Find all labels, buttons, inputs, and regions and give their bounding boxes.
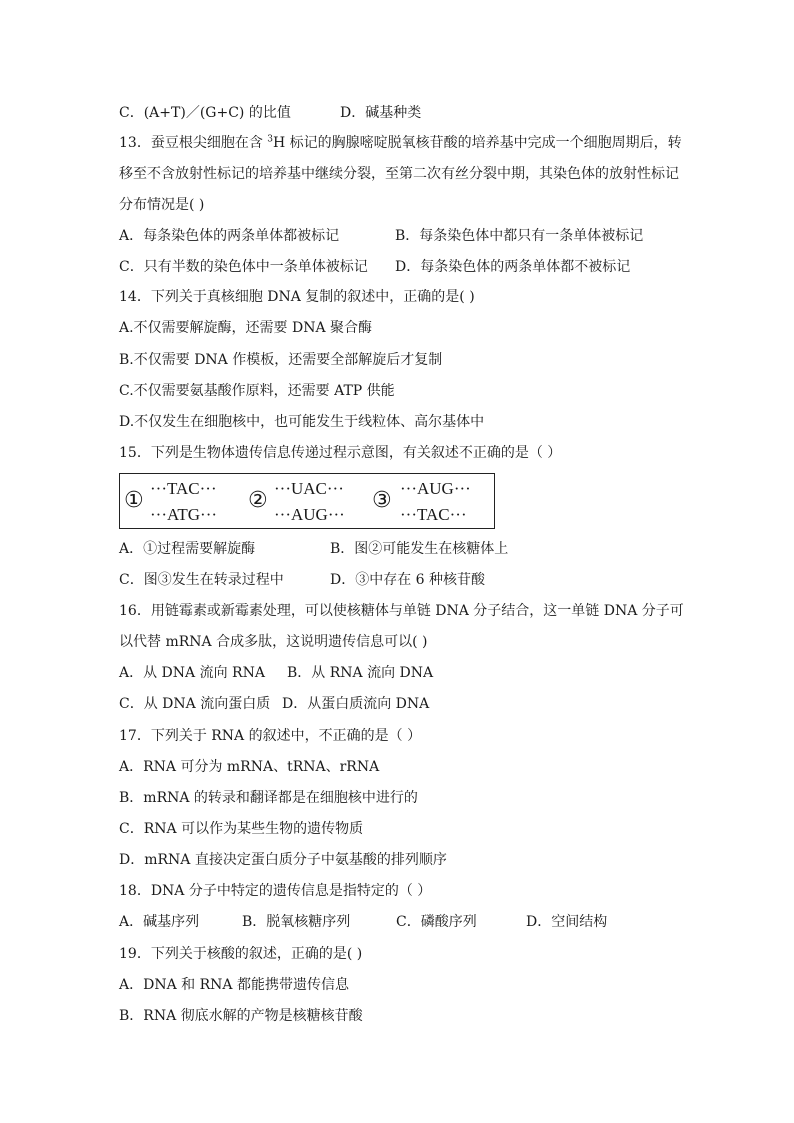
- figure-marker-1: ①: [124, 488, 144, 513]
- q18-stem: 18．DNA 分子中特定的遗传信息是指特定的（ ）: [119, 883, 432, 899]
- q19-option-a: A．DNA 和 RNA 都能携带遗传信息: [119, 977, 349, 993]
- q16-option-b: B．从 RNA 流向 DNA: [287, 665, 434, 681]
- q18-option-d: D．空间结构: [526, 914, 608, 930]
- sequence-1-bottom: ···ATG···: [150, 505, 218, 524]
- sequence-2-bottom: ···AUG···: [274, 505, 345, 524]
- q16-stem-line2: 以代替 mRNA 合成多肽，这说明遗传信息可以( ): [119, 634, 428, 650]
- sequence-3-bottom: ···TAC···: [400, 505, 467, 524]
- q18-option-b: B．脱氧核糖序列: [242, 914, 351, 930]
- q15-stem: 15．下列是生物体遗传信息传递过程示意图，有关叙述不正确的是（ ）: [119, 445, 562, 461]
- sequence-2-top: ···UAC···: [274, 479, 344, 498]
- q13-stem-line1: 13．蚕豆根尖细胞在含 $^3$H 标记的胸腺嘧啶脱氧核苷酸的培养基中完成一个细胞周期后，转: [119, 134, 682, 151]
- q13-option-c: C．只有半数的染色体中一条单体被标记: [119, 259, 368, 275]
- q12-option-c: C．(A+T)／(G+C) 的比值: [119, 105, 291, 121]
- q13-option-b: B．每条染色体中都只有一条单体被标记: [395, 228, 644, 244]
- q12-option-d: D．碱基种类: [340, 105, 422, 121]
- q14-option-b: B.不仅需要 DNA 作模板，还需要全部解旋后才复制: [119, 352, 443, 368]
- q18-option-c: C．磷酸序列: [396, 914, 477, 930]
- q15-sequence-figure: [119, 473, 495, 529]
- q18-option-a: A．碱基序列: [119, 914, 200, 930]
- q14-option-c: C.不仅需要氨基酸作原料，还需要 ATP 供能: [119, 383, 395, 399]
- q19-option-b: B．RNA 彻底水解的产物是核糖核苷酸: [119, 1008, 363, 1024]
- q13-stem-line2: 移至不含放射性标记的培养基中继续分裂，至第二次有丝分裂中期，其染色体的放射性标记: [119, 166, 679, 182]
- q15-option-c: C．图③发生在转录过程中: [119, 572, 284, 588]
- q17-option-b: B．mRNA 的转录和翻译都是在细胞核中进行的: [119, 790, 418, 806]
- q17-option-a: A．RNA 可分为 mRNA、tRNA、rRNA: [119, 759, 380, 775]
- q13-option-d: D．每条染色体的两条单体都不被标记: [395, 259, 631, 275]
- q17-stem: 17．下列关于 RNA 的叙述中，不正确的是（ ）: [119, 728, 422, 744]
- superscript-3: 3: [267, 134, 273, 145]
- sequence-1-top: ···TAC···: [150, 479, 217, 498]
- sequence-3-top: ···AUG···: [400, 479, 471, 498]
- q17-option-d: D．mRNA 直接决定蛋白质分子中氨基酸的排列顺序: [119, 852, 447, 868]
- q15-option-a: A．①过程需要解旋酶: [119, 541, 256, 557]
- q14-stem: 14．下列关于真核细胞 DNA 复制的叙述中，正确的是( ): [119, 289, 475, 305]
- figure-marker-3: ③: [372, 488, 392, 513]
- q19-stem: 19．下列关于核酸的叙述，正确的是( ): [119, 946, 363, 962]
- q15-option-b: B．图②可能发生在核糖体上: [330, 541, 509, 557]
- q17-option-c: C．RNA 可以作为某些生物的遗传物质: [119, 821, 364, 837]
- q14-option-a: A.不仅需要解旋酶，还需要 DNA 聚合酶: [119, 320, 373, 336]
- q15-option-d: D．③中存在 6 种核苷酸: [330, 572, 486, 588]
- q13-stem-line3: 分布情况是( ): [119, 197, 205, 213]
- q16-option-a: A．从 DNA 流向 RNA: [119, 665, 265, 681]
- q14-option-d: D.不仅发生在细胞核中，也可能发生于线粒体、高尔基体中: [119, 414, 485, 430]
- q16-option-c: C．从 DNA 流向蛋白质: [119, 696, 271, 712]
- q13-option-a: A．每条染色体的两条单体都被标记: [119, 228, 340, 244]
- figure-marker-2: ②: [248, 488, 268, 513]
- q16-stem-line1: 16．用链霉素或新霉素处理，可以使核糖体与单链 DNA 分子结合，这一单链 DNA 分子可: [119, 603, 684, 619]
- q16-option-d: D．从蛋白质流向 DNA: [282, 696, 430, 712]
